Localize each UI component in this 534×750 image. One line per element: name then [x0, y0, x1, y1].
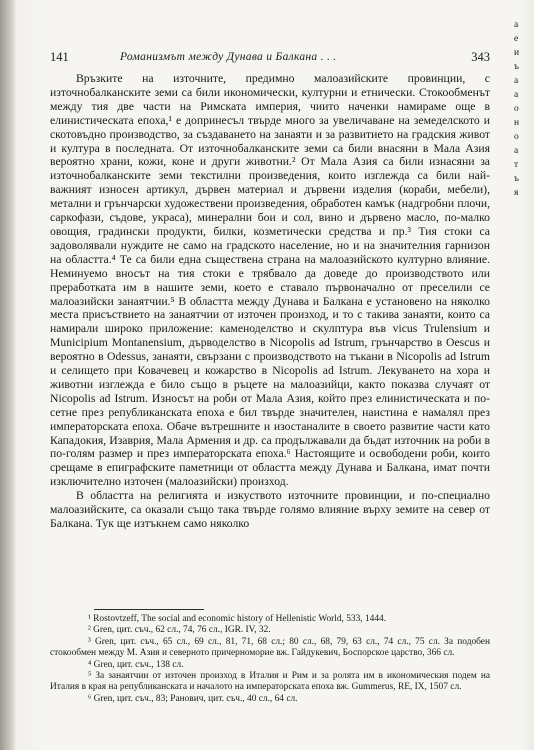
edge-fragment: о [514, 132, 519, 142]
paragraph: Връзките на източните, предимно малоазийските провинции, с източнобалканските земи са били икономически, културни и етнически. Стокообменът между тия две части на Римската империя, чиито наченки намираме още в елинистическата епоха,¹ е допринесъл твърде много за увеличаване на земеделското и скотовъдно производство, за създаването на занаяти и за развитието на градския живот и култура в последната. От източнобалканските земи са били внасяни в Мала Азия вероятно храни, кожи, коне и други животни.² От Мала Азия са били изнасяни за източнобалканските земи текстилни произведения, които изглежда са били най-важният износен артикул, дървен материал и дървени изделия (кораби, мебели), метални и грънчарски художествени произведения, обработен камък (надгробни плочи, саркофази, съдове, украса), минерални бои и сол, вино и дървено масло, по-малко овощия, градински продукти, билки, козметически средства и пр.³ Тия стоки са задоволявали нуждите не само на градското население, но и на значителния гарнизон на областта.⁴ Те са били една съществена страна на малоазийското културно влияние. Неминуемо вносът на тия стоки е трябвало да доведе до производството или преработката им в нашите земи, което е ставало първоначално от преселили се малоазийски занаятчии.⁵ В областта между Дунава и Балкана е установено на няколко места присъствието на занаятчии от източен произход, и то с такива занаяти, които са намирали широко приложение: каменоделство и скулптура във vicus Trulensium и Municipium Montanensium, дърводелство в Nicopolis ad Istrum, грънчарство в Oescus и вероятно в Odessus, занаяти, свързани с производството на тъкани в Nicopolis ad Istrum и селището при Ковачевец и кожарство в Nicopolis ad Istrum. Лекуването на хора и животни изглежда е било също в ръцете на малоазийци, както показва случаят от Nicopolis ad Istrum. Износът на роби от Мала Азия, който през елинистическата и по-сетне през републиканската епоха е бил твърде значителен, наистина е намалял през императорската епоха. Обаче вътрешните и изостаналите в своето развитие части като Кападокия, Изаврия, Мала Армения и др. са продължавали да бъдат източник на роби в по-голям размер и през императорската епоха.⁶ Настоящите и освободени роби, които срещаме в епиграфските паметници от областта между Дунава и Балкана, имат почти изключително източен (малоазийски) произход. [50, 72, 490, 489]
right-page-number: 343 [471, 50, 490, 64]
edge-fragment: о [514, 104, 519, 114]
footnote: ² Gren, цит. съч., 62 сл., 74, 76 сл., IGR. IV, 32. [88, 625, 271, 636]
footnote: ⁴ Gren, цит. съч., 138 сл. [88, 659, 184, 670]
edge-fragment: т [514, 160, 519, 170]
edge-fragment: е [514, 34, 519, 44]
footnote: ⁶ Gren, цит. съч., 83; Ранович, цит. съч., 40 сл., 64 сл. [88, 693, 298, 704]
edge-fragment: а [514, 90, 519, 100]
footnotes [50, 614, 490, 705]
edge-fragment: ъ [514, 174, 519, 184]
footnote: ¹ Rostovtzeff, The social and economic history of Hellenistic World, 533, 1444. [88, 614, 387, 624]
running-header [50, 50, 490, 66]
edge-fragment: ъ [514, 62, 519, 72]
left-page-number: 141 [50, 50, 69, 64]
edge-fragment: а [514, 20, 519, 30]
edge-fragment: а [514, 76, 519, 86]
paragraph: В областта на религията и изкуството източните провинции, и по-специално малоазийските, са оказали също така твърде голямо влияние върху земите на север от Балкана. Тук ще изтъкнем само няколко [50, 489, 490, 530]
footnote: ⁵ За занаятчии от източен произход в Италия и Рим и за ролята им в икономическия подем на Италия в края на републиканската и началото на императорската епоха вж. Gummerus, RE, IX, 1507 сл. [50, 671, 490, 693]
edge-fragment: и [514, 48, 520, 58]
edge-fragment: я [514, 188, 519, 198]
footnote-rule [94, 609, 204, 610]
edge-fragment: н [514, 118, 520, 128]
edge-fragment: а [514, 146, 519, 156]
footnote: ³ Gren, цит. съч., 65 сл., 69 сл., 81, 71, 68 сл.; 80 сл., 68, 79, 63 сл., 74 сл., 75 сл. За подобен стокообмен между М. Азия и северното причерноморие вж. Гайдукевич, Боспорское царство, 366 сл. [50, 636, 490, 659]
running-title: Романизмът между Дунава и Балкана . . . [120, 51, 337, 63]
facing-page-edge-text [508, 0, 534, 750]
main-text [50, 72, 490, 531]
book-spine-shadow [0, 0, 16, 750]
